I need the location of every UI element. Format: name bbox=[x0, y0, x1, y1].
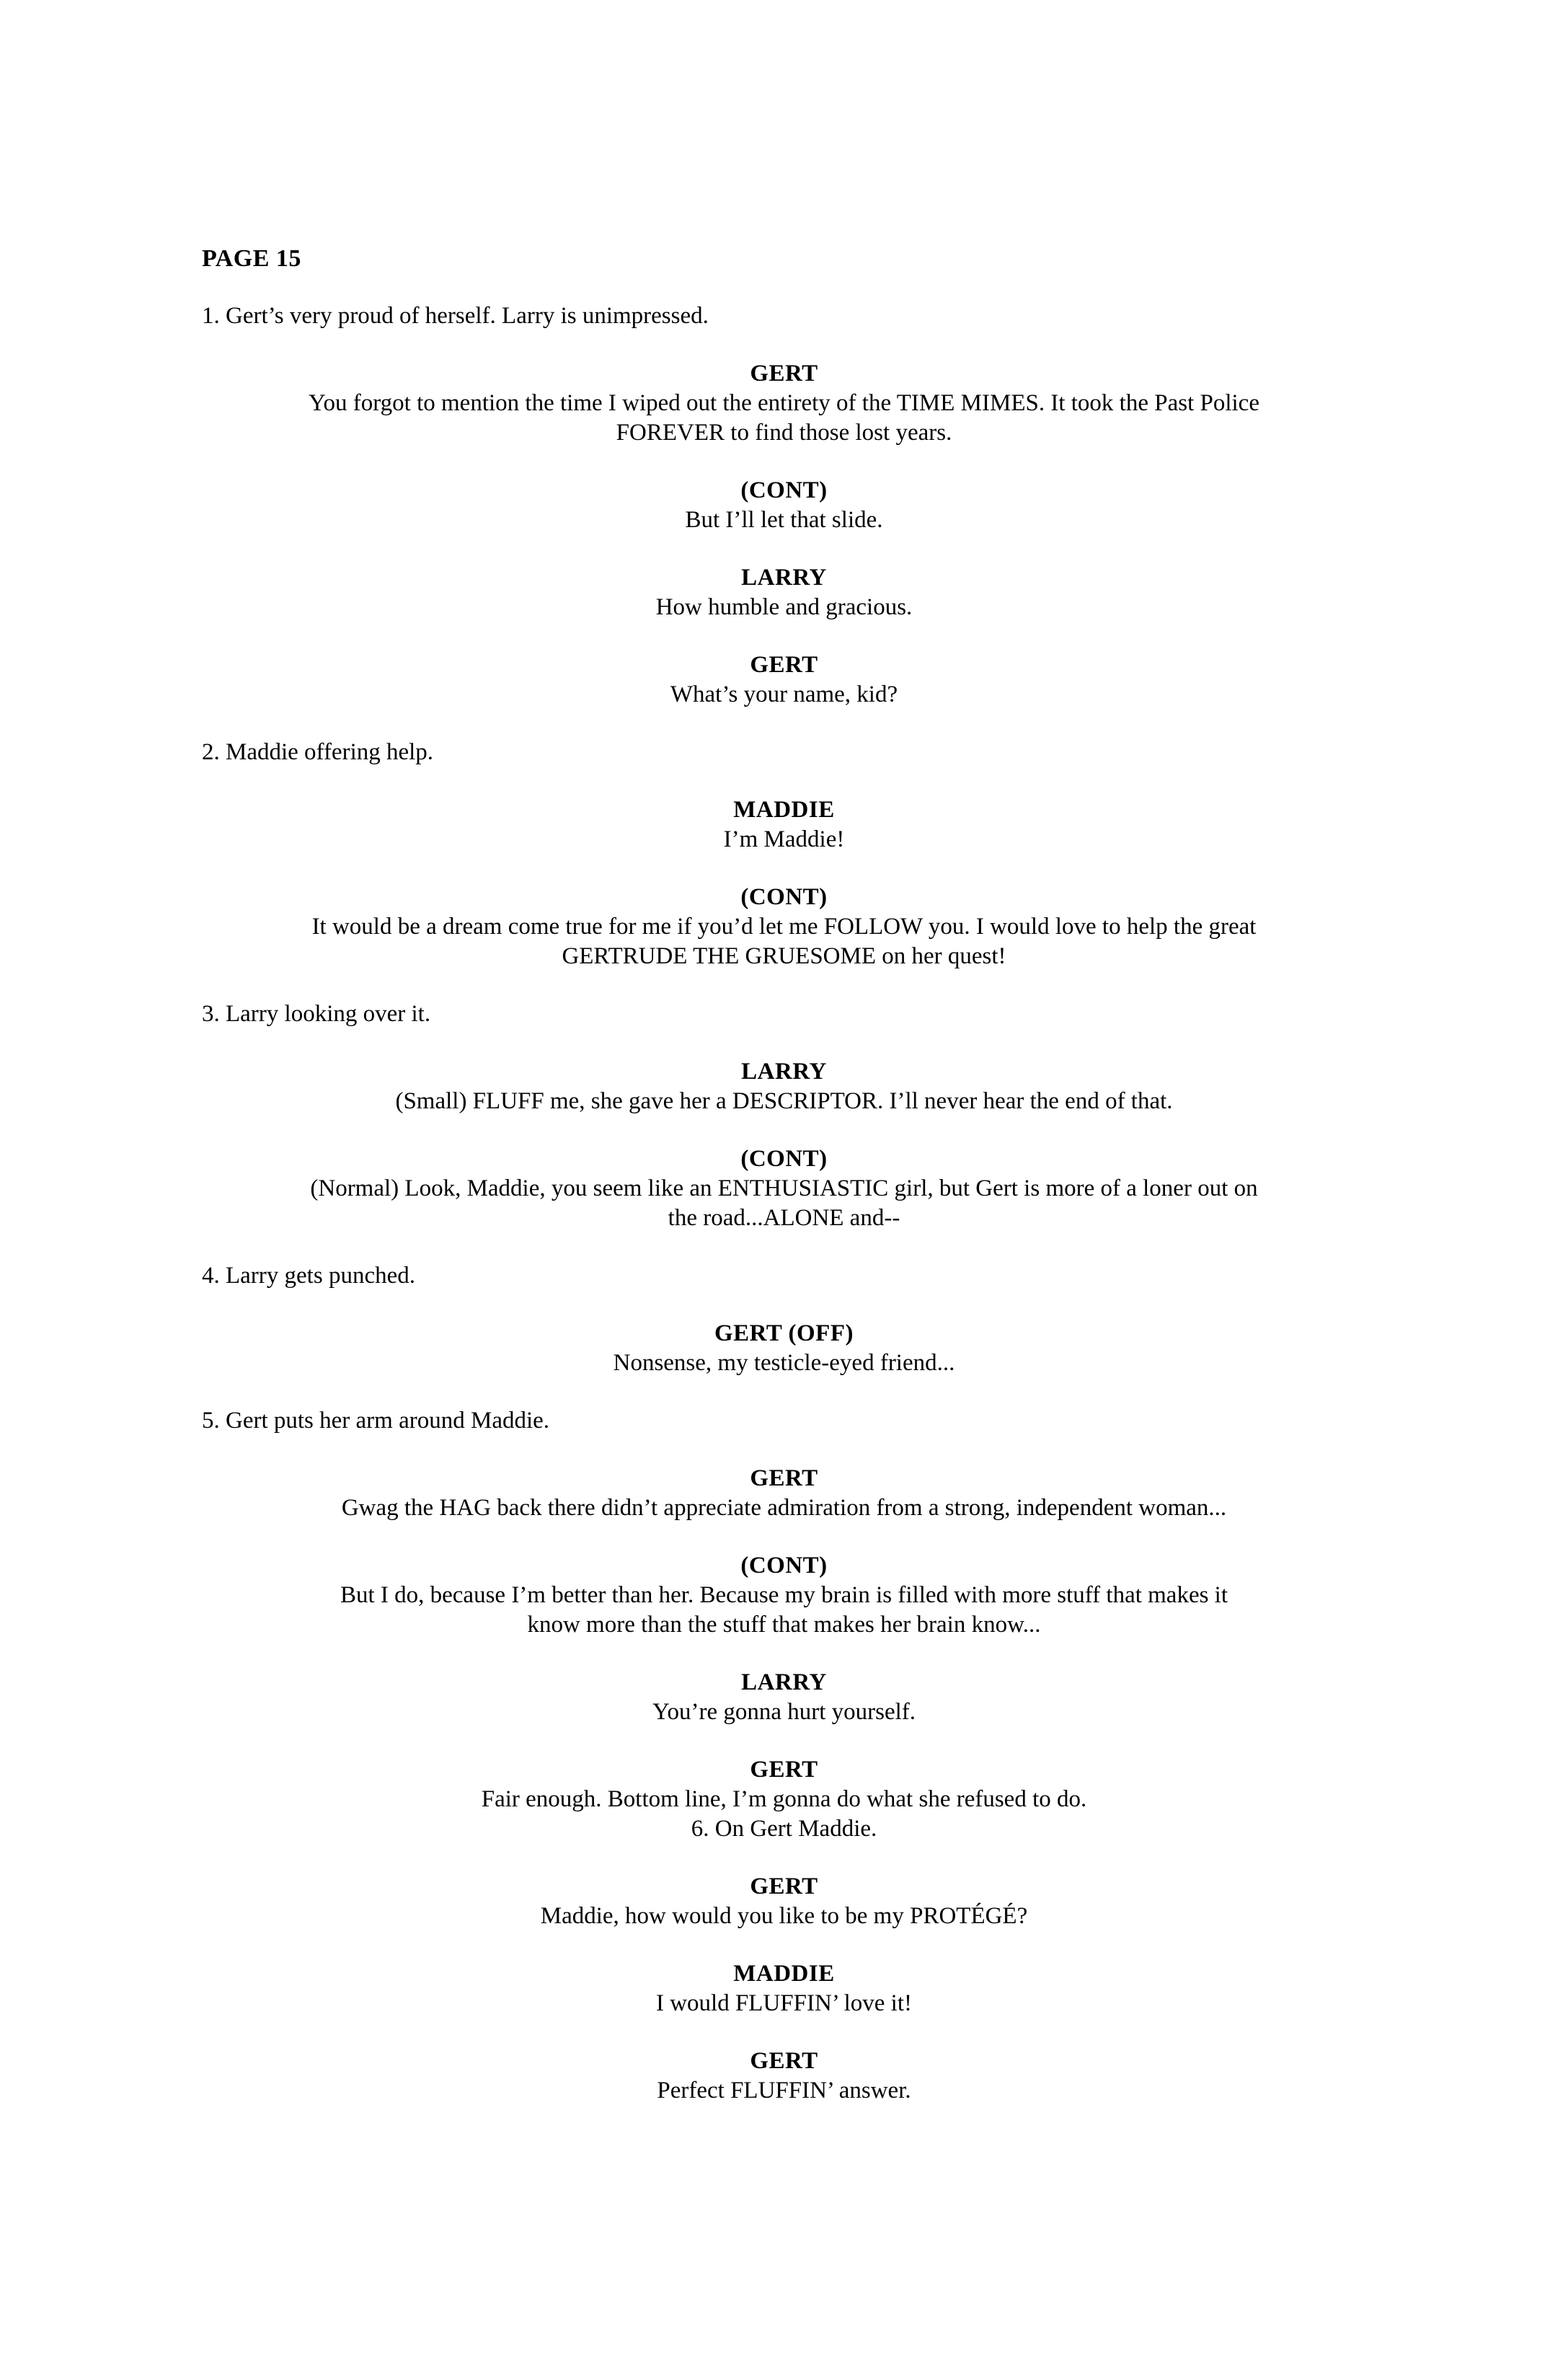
dialogue-block bbox=[202, 476, 1366, 535]
dialogue-line: What’s your name, kid? bbox=[670, 681, 898, 707]
dialogue-block bbox=[202, 359, 1366, 448]
panel-description: 4. Larry gets punched. bbox=[202, 1263, 415, 1289]
dialogue-speaker: GERT bbox=[750, 1873, 818, 1899]
dialogue-line: It would be a dream come true for me if you’d let me FOLLOW you. I would love to help the great bbox=[311, 914, 1257, 940]
dialogue-block bbox=[202, 1755, 1366, 1844]
dialogue-speaker: GERT bbox=[750, 652, 818, 678]
panel-description: 1. Gert’s very proud of herself. Larry is unimpressed. bbox=[202, 303, 709, 329]
dialogue-line: the road...ALONE and-- bbox=[668, 1205, 900, 1231]
dialogue-line: Fair enough. Bottom line, I’m gonna do what she refused to do. bbox=[481, 1786, 1087, 1812]
dialogue-speaker: (CONT) bbox=[740, 884, 828, 910]
panel-description: 5. Gert puts her arm around Maddie. bbox=[202, 1408, 550, 1434]
dialogue-speaker: GERT bbox=[750, 1757, 818, 1783]
page-title: PAGE 15 bbox=[202, 245, 301, 272]
dialogue-line: FOREVER to find those lost years. bbox=[616, 420, 952, 446]
script-page bbox=[202, 244, 1366, 2106]
dialogue-line: I’m Maddie! bbox=[723, 826, 845, 852]
dialogue-block bbox=[202, 1959, 1366, 2018]
dialogue-speaker: LARRY bbox=[741, 565, 827, 591]
dialogue-line: 6. On Gert Maddie. bbox=[691, 1816, 877, 1842]
panel-description: 2. Maddie offering help. bbox=[202, 739, 434, 765]
dialogue-speaker: GERT bbox=[750, 361, 818, 387]
dialogue-line: (Normal) Look, Maddie, you seem like an ENTHUSIASTIC girl, but Gert is more of a loner out on bbox=[310, 1175, 1258, 1201]
dialogue-block bbox=[202, 1057, 1366, 1116]
dialogue-line: I would FLUFFIN’ love it! bbox=[655, 1990, 913, 2016]
dialogue-block bbox=[202, 1464, 1366, 1523]
dialogue-speaker: LARRY bbox=[741, 1059, 827, 1085]
dialogue-line: Nonsense, my testicle-eyed friend... bbox=[613, 1350, 955, 1376]
dialogue-line: GERTRUDE THE GRUESOME on her quest! bbox=[562, 943, 1006, 969]
dialogue-block bbox=[202, 1668, 1366, 1727]
panel-description: 3. Larry looking over it. bbox=[202, 1001, 431, 1027]
dialogue-speaker: GERT bbox=[750, 1465, 818, 1491]
dialogue-speaker: (CONT) bbox=[740, 477, 828, 503]
dialogue-line: You’re gonna hurt yourself. bbox=[652, 1699, 916, 1725]
dialogue-line: Perfect FLUFFIN’ answer. bbox=[657, 2078, 911, 2103]
dialogue-line: Maddie, how would you like to be my PROTÉGÉ? bbox=[540, 1903, 1028, 1929]
dialogue-block bbox=[202, 883, 1366, 971]
script-body bbox=[202, 301, 1366, 2106]
dialogue-block bbox=[202, 2047, 1366, 2106]
dialogue-block bbox=[202, 795, 1366, 855]
dialogue-speaker: (CONT) bbox=[740, 1146, 828, 1172]
dialogue-speaker: (CONT) bbox=[740, 1553, 828, 1579]
dialogue-block bbox=[202, 563, 1366, 622]
dialogue-block bbox=[202, 1551, 1366, 1640]
dialogue-block bbox=[202, 1319, 1366, 1378]
dialogue-line: But I do, because I’m better than her. Because my brain is filled with more stuff that makes it bbox=[340, 1582, 1228, 1608]
dialogue-line: know more than the stuff that makes her brain know... bbox=[527, 1612, 1041, 1638]
dialogue-block bbox=[202, 1144, 1366, 1233]
dialogue-speaker: LARRY bbox=[741, 1669, 827, 1695]
dialogue-block bbox=[202, 1872, 1366, 1931]
dialogue-block bbox=[202, 650, 1366, 710]
dialogue-line: (Small) FLUFF me, she gave her a DESCRIPTOR. I’ll never hear the end of that. bbox=[395, 1088, 1173, 1114]
dialogue-speaker: GERT bbox=[750, 2048, 818, 2074]
dialogue-line: You forgot to mention the time I wiped out the entirety of the TIME MIMES. It took the Past Police bbox=[309, 390, 1259, 416]
dialogue-line: But I’ll let that slide. bbox=[685, 507, 883, 533]
dialogue-line: How humble and gracious. bbox=[655, 594, 913, 620]
dialogue-speaker: GERT (OFF) bbox=[714, 1320, 854, 1346]
dialogue-speaker: MADDIE bbox=[733, 797, 835, 823]
dialogue-speaker: MADDIE bbox=[733, 1961, 835, 1987]
dialogue-line: Gwag the HAG back there didn’t appreciate admiration from a strong, independent woman... bbox=[341, 1495, 1227, 1521]
